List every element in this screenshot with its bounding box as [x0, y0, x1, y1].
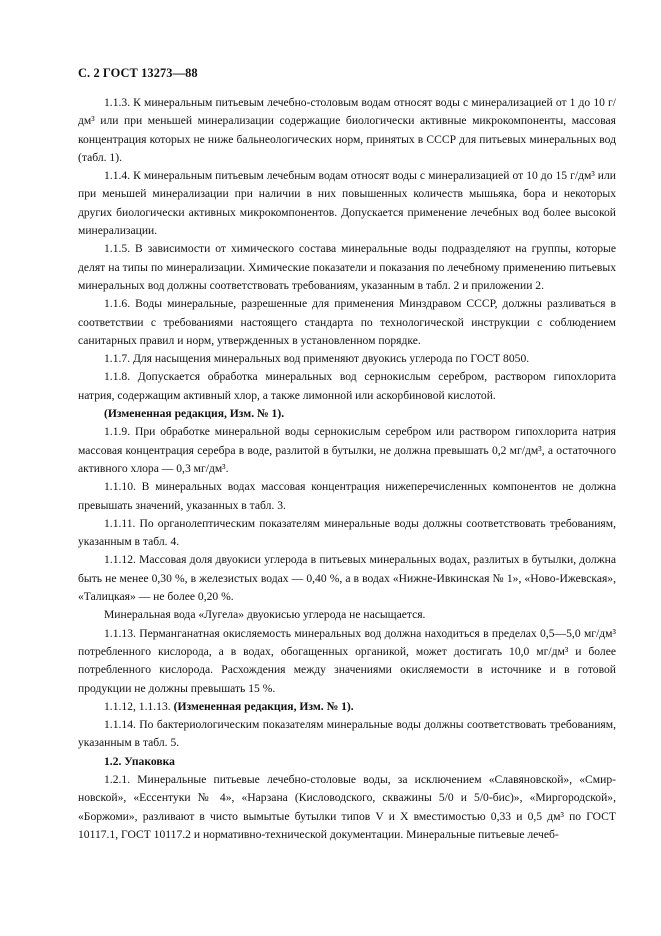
clause-1-1-4: 1.1.4. К минеральным питьевым лечебным водам относят воды с минерализацией от 10 до 15 г/дм³ или при меньшей минерализации при наличии в них повышенных количеств мышьяка, бора и некоторых других биологически активных микрокомпонентов. Допускается применение лечебных вод более высокой минерализации.: [78, 169, 616, 238]
clause-1-1-7: 1.1.7. Для насыщения минеральных вод применяют двуокись углерода по ГОСТ 8050.: [104, 352, 530, 366]
clause-1-1-14: 1.1.14. По бактериологическим показателям минеральные воды должны соответствовать требованиям, указанным в табл. 5.: [78, 718, 616, 750]
clause-1-1-13: 1.1.13. Перманганатная окисляемость минеральных вод должна находиться в пределах 0,5—5,0 мг/дм³ потребленного кислорода, а в водах, обогащенных органикой, может достигать 10,0 мг/дм³ и более потребленного кислорода. Расхождения между значениями окисляемости в источнике и в готовой продукции не должны превышать 15 %.: [78, 626, 616, 695]
clause-1-1-8: 1.1.8. Допускается обработка минеральных вод сернокислым серебром, раствором гипохлорита натрия, содержащим активный хлор, а также лимонной или аскорбиновой кислотой.: [78, 370, 616, 402]
clause-1-1-9: 1.1.9. При обработке минеральной воды сернокислым серебром или раствором гипохлорита натрия массовая концентрация серебра в воде, разлитой в бутылки, не должна превышать 0,2 мг/дм³, а остаточного активного хлора — 0,3 мг/дм³.: [78, 425, 616, 475]
clause-1-1-10: 1.1.10. В минеральных водах массовая концентрация нижеперечисленных компонентов не должна превышать значений, указанных в табл. 3.: [78, 480, 616, 512]
clause-1-2-1: 1.2.1. Минеральные питьевые лечебно-столовые воды, за исключением «Славяновской», «Смирновской», «Ессентуки № 4», «Нарзана (Кисловодского, скважины 5/0 и 5/0-бис)», «Миргородской», «Боржоми», разливают в чисто вымытые бутылки типов V и X вместимостью 0,33 и 0,5 дм³ по ГОСТ 10117.1, ГОСТ 10117.2 и нормативно-технической документации. Минеральные питьевые лечеб-: [78, 772, 616, 841]
amendment-note: (Измененная редакция, Изм. № 1).: [104, 407, 285, 421]
clause-1-1-12: 1.1.12. Массовая доля двуокиси углерода в питьевых минеральных водах, разлитых в бутылки, должна быть не менее 0,30 %, в железистых водах — 0,40 %, а в водах «Нижне-Ивкинская № 1», «Ново-Ижевская», «Талицкая» — не более 0,20 %.: [78, 553, 616, 604]
lugela-note: Минеральная вода «Лугела» двуокисью углерода не насыщается.: [104, 608, 426, 622]
amendment-label: (Измененная редакция, Изм. № 1).: [173, 699, 354, 713]
clause-1-1-6: 1.1.6. Воды минеральные, разрешенные для применения Минздравом СССР, должны разливаться в соответствии с требованиями настоящего стандарта по технологической инструкции с соблюдением санитарных правил и норм, утвержденных в установленном порядке.: [78, 297, 616, 347]
clause-1-1-3: 1.1.3. К минеральным питьевым лечебно-столовым водам относят воды с минерализацией от 1 до 10 г/дм³ или при меньшей минерализации содержащие биологически активные микрокомпоненты, массовая концентрация которых не ниже бальнеологических норм, принятых в СССР для питьевых минеральных вод (табл. 1).: [78, 96, 616, 164]
clause-1-1-5: 1.1.5. В зависимости от химического состава минеральные воды подразделяют на группы, которые делят на типы по минерализации. Химические показатели и показания по лечебному применению питьевых минеральных вод должны соответствовать требованиям, указанным в табл. 2 и приложении 2.: [78, 242, 616, 292]
amendment-clause-refs: 1.1.12, 1.1.13.: [104, 699, 171, 713]
section-heading-packaging: 1.2. Упаковка: [104, 754, 175, 768]
page-header: С. 2 ГОСТ 13273—88: [78, 66, 198, 80]
amendment-note-2: [78, 698, 616, 716]
clause-1-1-11: 1.1.11. По органолептическим показателям минеральные воды должны соответствовать требованиям, указанным в табл. 4.: [78, 516, 616, 549]
document-body: [78, 94, 616, 844]
